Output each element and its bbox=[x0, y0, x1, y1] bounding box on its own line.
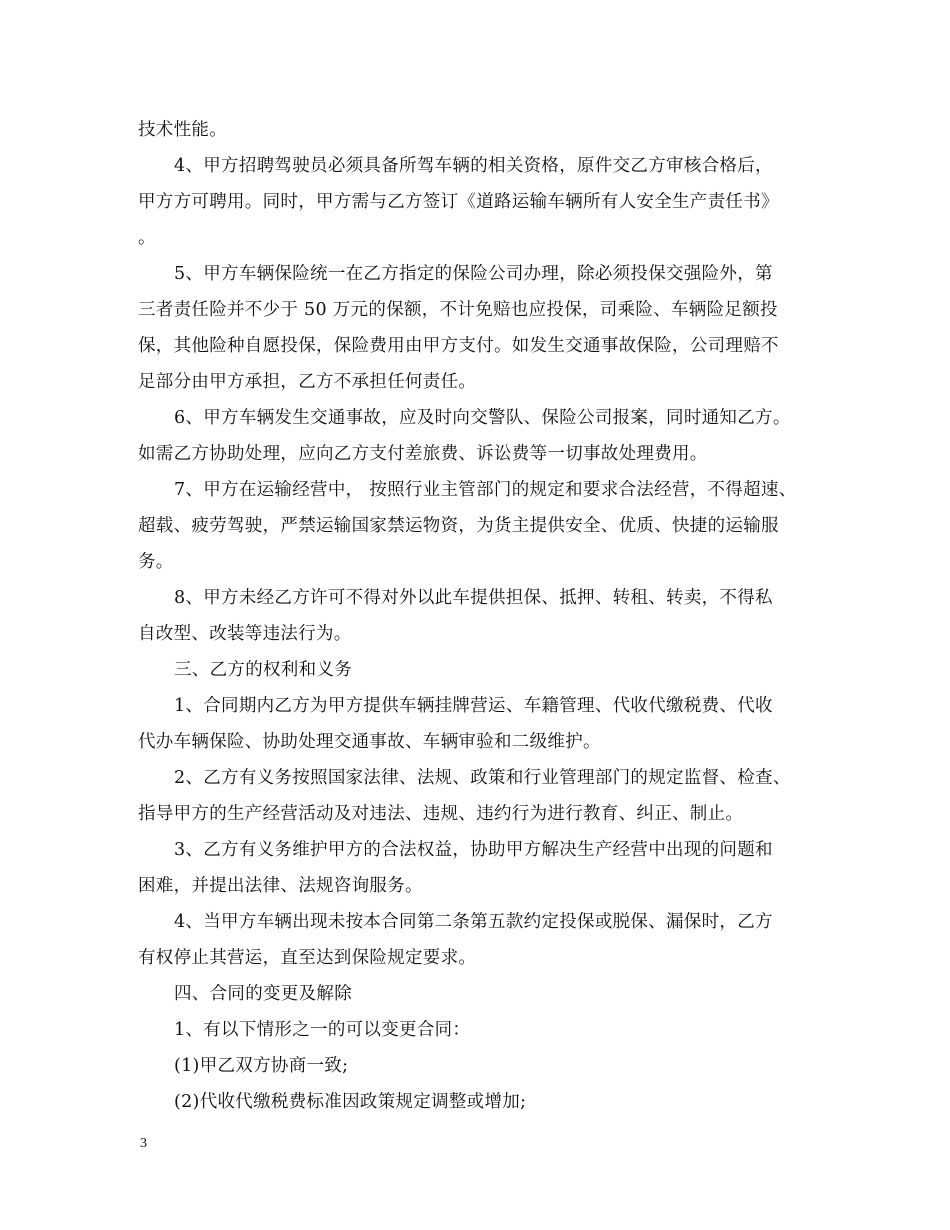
text-line: 2、乙方有义务按照国家法律、法规、政策和行业管理部门的规定监督、检查、 bbox=[174, 768, 791, 788]
text-line: 4、甲方招聘驾驶员必须具备所驾车辆的相关资格，原件交乙方审核合格后， bbox=[174, 156, 773, 176]
text-line: 8、甲方未经乙方许可不得对外以此车提供担保、抵押、转租、转卖，不得私 bbox=[174, 588, 773, 608]
section-heading: 三、乙方的权利和义务 bbox=[174, 660, 352, 680]
text-line: 保，其他险种自愿投保，保险费用由甲方支付。如发生交通事故保险，公司理赔不 bbox=[138, 336, 779, 356]
text-line: 自改型、改装等违法行为。 bbox=[138, 624, 352, 644]
text-line: 。 bbox=[138, 228, 156, 248]
text-line: 如需乙方协助处理，应向乙方支付差旅费、诉讼费等一切事故处理费用。 bbox=[138, 444, 708, 464]
section-heading: 四、合同的变更及解除 bbox=[174, 984, 352, 1004]
text-line: 技术性能。 bbox=[138, 120, 227, 140]
text-line: 4、当甲方车辆出现未按本合同第二条第五款约定投保或脱保、漏保时，乙方 bbox=[174, 912, 773, 932]
list-item: (2)代收代缴税费标准因政策规定调整或增加; bbox=[174, 1092, 527, 1112]
text-line: 代办车辆保险、协助处理交通事故、车辆审验和二级维护。 bbox=[138, 732, 601, 752]
text-line: 超载、疲劳驾驶，严禁运输国家禁运物资，为货主提供安全、优质、快捷的运输服 bbox=[138, 516, 779, 536]
text-line: 6、甲方车辆发生交通事故，应及时向交警队、保险公司报案，同时通知乙方。 bbox=[174, 408, 791, 428]
text-line: 困难，并提出法律、法规咨询服务。 bbox=[138, 876, 423, 896]
text-line: 指导甲方的生产经营活动及对违法、违规、违约行为进行教育、纠正、制止。 bbox=[138, 804, 744, 824]
list-item: (1)甲乙双方协商一致; bbox=[174, 1056, 349, 1076]
text-line: 足部分由甲方承担，乙方不承担任何责任。 bbox=[138, 372, 477, 392]
text-line: 甲方方可聘用。同时，甲方需与乙方签订《道路运输车辆所有人安全生产责任书》 bbox=[138, 192, 779, 212]
text-line: 1、有以下情形之一的可以变更合同： bbox=[174, 1020, 471, 1040]
text-line: 务。 bbox=[138, 552, 174, 572]
text-line: 7、甲方在运输经营中， 按照行业主管部门的规定和要求合法经营，不得超速、 bbox=[174, 480, 797, 500]
text-line: 1、合同期内乙方为甲方提供车辆挂牌营运、车籍管理、代收代缴税费、代收 bbox=[174, 696, 773, 716]
text-line: 有权停止其营运，直至达到保险规定要求。 bbox=[138, 948, 477, 968]
text-line: 5、甲方车辆保险统一在乙方指定的保险公司办理，除必须投保交强险外，第 bbox=[174, 264, 773, 284]
text-line: 3、乙方有义务维护甲方的合法权益，协助甲方解决生产经营中出现的问题和 bbox=[174, 840, 773, 860]
text-line: 三者责任险并不少于 50 万元的保额，不计免赔也应投保，司乘险、车辆险足额投 bbox=[138, 300, 778, 320]
page-number: 3 bbox=[140, 1136, 147, 1151]
